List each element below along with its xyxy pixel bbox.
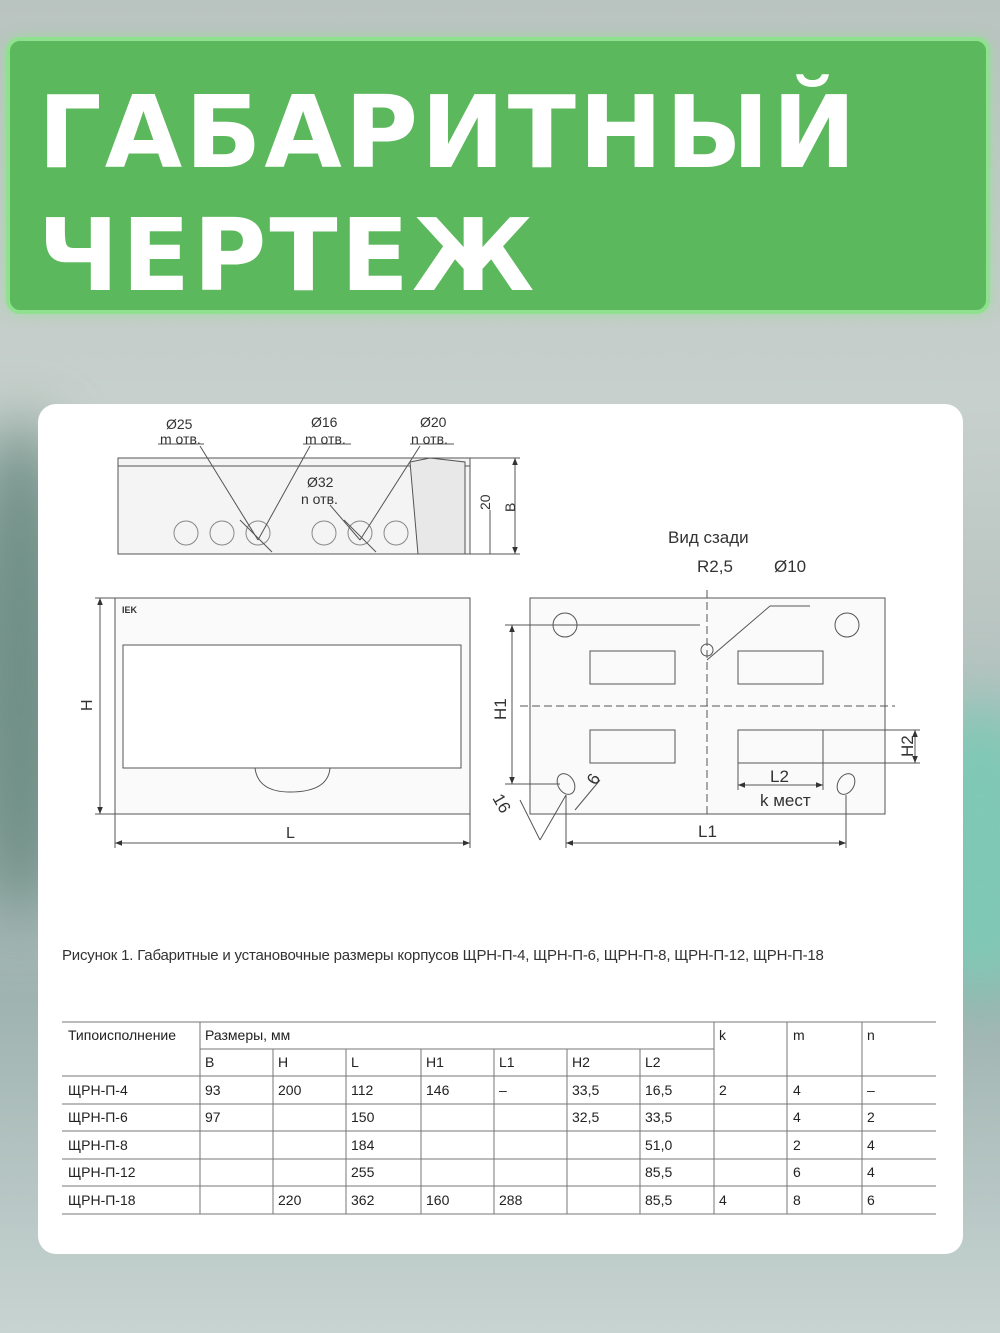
table-cell-l2: 85,5 xyxy=(645,1192,673,1208)
label-d16: Ø16 xyxy=(311,414,338,430)
table-cell-l: 255 xyxy=(351,1164,375,1180)
th-L1: L1 xyxy=(499,1054,515,1070)
table-cell-k: 4 xyxy=(719,1192,727,1208)
table-cell-l2: 16,5 xyxy=(645,1082,673,1098)
banner-title-line1: ГАБАРИТНЫЙ xyxy=(38,74,859,191)
label-dim-6: 6 xyxy=(583,770,605,788)
table-cell-l: 150 xyxy=(351,1109,375,1125)
table-row-type: ЩРН-П-6 xyxy=(68,1109,128,1125)
table-cell-n: 6 xyxy=(867,1192,875,1208)
table-row-type: ЩРН-П-12 xyxy=(68,1164,136,1180)
th-H1: H1 xyxy=(426,1054,444,1070)
label-r25: R2,5 xyxy=(697,557,733,576)
table-row-type: ЩРН-П-4 xyxy=(68,1082,128,1098)
th-L: L xyxy=(351,1054,359,1070)
table-cell-h2: 32,5 xyxy=(572,1109,600,1125)
table-cell-n: 4 xyxy=(867,1137,875,1153)
label-m-otv-1: m отв. xyxy=(160,431,201,447)
table-cell-n: 2 xyxy=(867,1109,875,1125)
table-cell-k: 2 xyxy=(719,1082,727,1098)
table-cell-l: 112 xyxy=(351,1082,374,1098)
table-cell-b: 93 xyxy=(205,1082,221,1098)
rear-view xyxy=(505,590,920,848)
label-dim-16: 16 xyxy=(488,790,515,817)
label-m-otv-2: m отв. xyxy=(305,431,346,447)
table-cell-m: 8 xyxy=(793,1192,801,1208)
iek-logo: IEK xyxy=(122,605,138,615)
label-H2: H2 xyxy=(898,735,917,757)
th-n: n xyxy=(867,1027,875,1043)
th-H: H xyxy=(278,1054,289,1070)
front-view xyxy=(95,598,470,848)
table-row-type: ЩРН-П-8 xyxy=(68,1137,128,1153)
th-B: B xyxy=(205,1054,215,1070)
figure-caption: Рисунок 1. Габаритные и установочные размеры корпусов ЩРН-П-4, ЩРН-П-6, ЩРН-П-8, ЩРН-П-12, ЩРН-П-18 xyxy=(62,947,824,964)
table-cell-m: 4 xyxy=(793,1082,801,1098)
table-cell-l2: 51,0 xyxy=(645,1137,673,1153)
label-dim-20: 20 xyxy=(477,494,493,510)
th-type: Типоисполнение xyxy=(68,1027,177,1043)
table-cell-m: 2 xyxy=(793,1137,801,1153)
label-H1: H1 xyxy=(491,698,510,720)
label-L: L xyxy=(286,825,295,842)
th-k: k xyxy=(719,1027,726,1043)
label-k-mest: k мест xyxy=(760,791,811,810)
table-cell-b: 97 xyxy=(205,1109,221,1125)
th-H2: H2 xyxy=(572,1054,590,1070)
label-dim-B: B xyxy=(502,502,518,512)
label-d32: Ø32 xyxy=(307,474,334,490)
table-cell-h: 200 xyxy=(278,1082,302,1098)
table-cell-l: 362 xyxy=(351,1192,375,1208)
label-rear-title: Вид сзади xyxy=(668,528,749,547)
table-cell-l: 184 xyxy=(351,1137,375,1153)
table-cell-l1: – xyxy=(499,1082,507,1098)
label-H: H xyxy=(79,699,96,711)
table-row-type: ЩРН-П-18 xyxy=(68,1192,136,1208)
table-cell-m: 6 xyxy=(793,1164,801,1180)
table-cell-n: – xyxy=(867,1082,875,1098)
label-n-otv-1: n отв. xyxy=(411,431,448,447)
th-sizes: Размеры, мм xyxy=(205,1027,291,1043)
th-L2: L2 xyxy=(645,1054,661,1070)
table-grid xyxy=(62,1022,936,1214)
table-cell-n: 4 xyxy=(867,1164,875,1180)
label-n-otv-2: n отв. xyxy=(301,491,338,507)
th-m: m xyxy=(793,1027,805,1043)
banner-title-line2: ЧЕРТЕЖ xyxy=(38,197,538,314)
label-d20: Ø20 xyxy=(420,414,447,430)
table-cell-h2: 33,5 xyxy=(572,1082,600,1098)
label-d25: Ø25 xyxy=(166,416,193,432)
table-cell-h1: 146 xyxy=(426,1082,450,1098)
label-d10: Ø10 xyxy=(774,557,807,576)
label-L1: L1 xyxy=(698,822,717,841)
table-cell-h1: 160 xyxy=(426,1192,450,1208)
table-cell-l2: 33,5 xyxy=(645,1109,673,1125)
table-cell-h: 220 xyxy=(278,1192,302,1208)
table-cell-m: 4 xyxy=(793,1109,801,1125)
table-cell-l1: 288 xyxy=(499,1192,523,1208)
table-cell-l2: 85,5 xyxy=(645,1164,673,1180)
label-L2: L2 xyxy=(770,767,789,786)
